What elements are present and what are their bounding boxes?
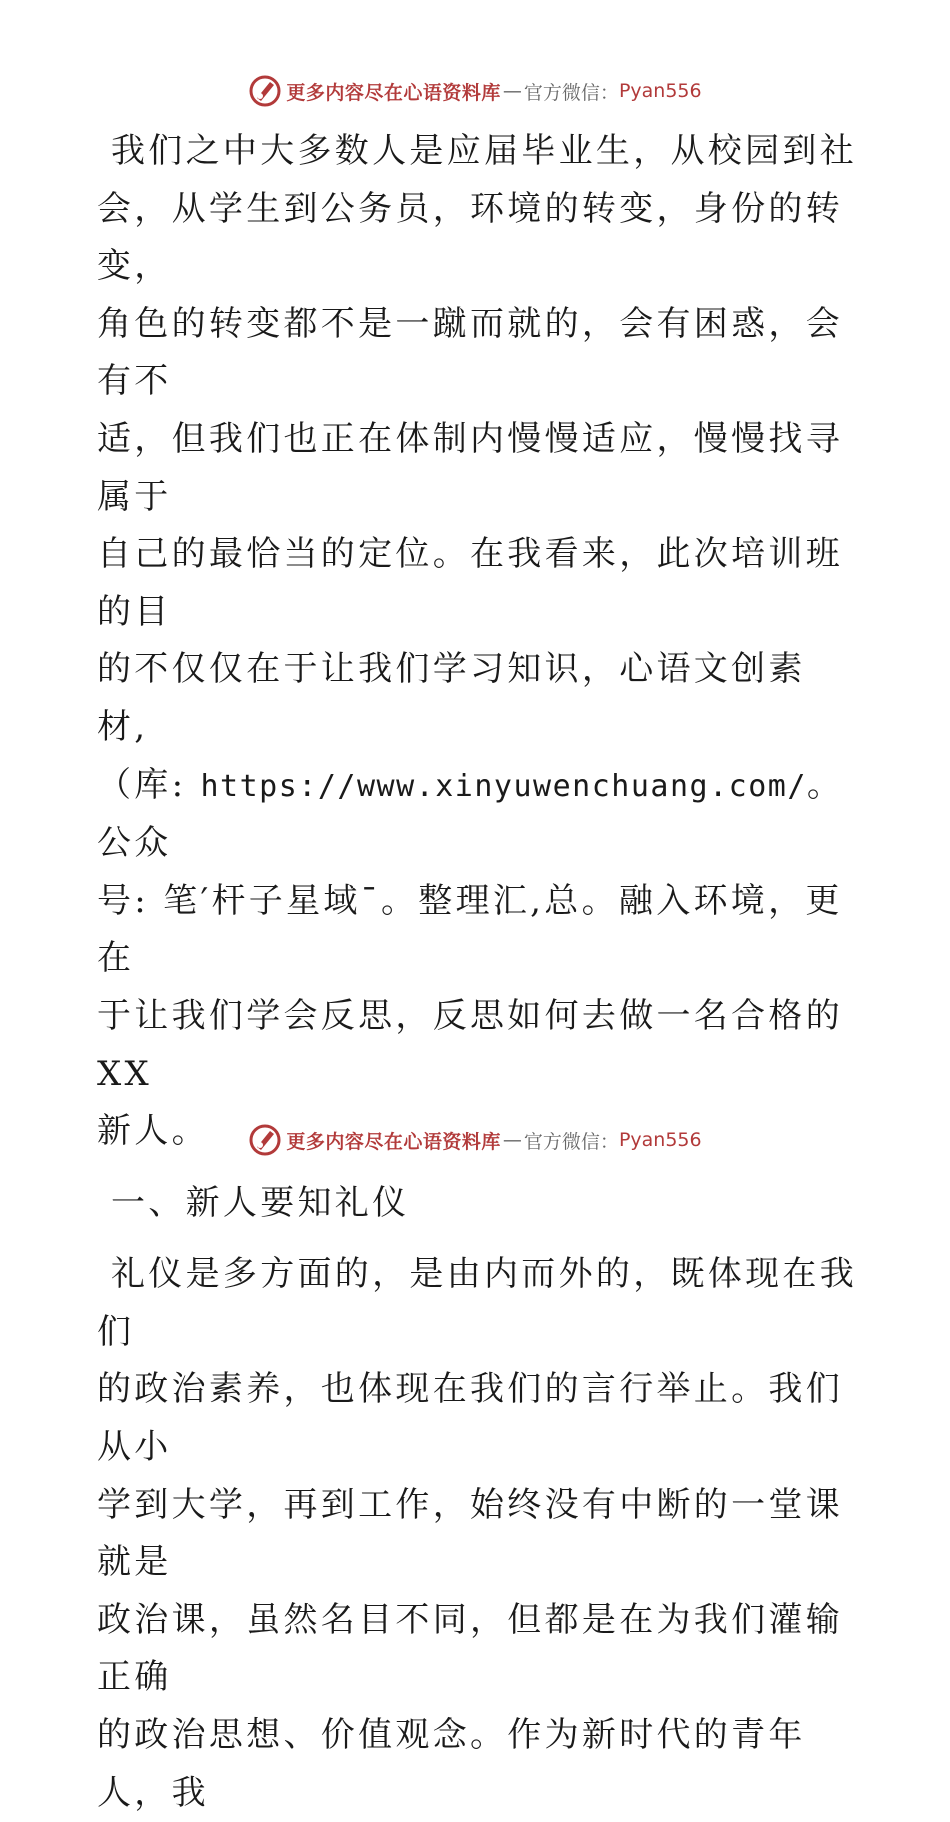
paragraph-2-line-4: 政治课，虽然名目不同，但都是在为我们灌输正确 xyxy=(97,1599,843,1698)
paragraph-1-line-9: 于让我们学会反思，反思如何去做一名合格的XX xyxy=(97,995,843,1094)
header-brand-text: 更多内容尽在心语资料库 xyxy=(286,81,501,104)
footer-handle: Pyan556 xyxy=(618,1129,702,1151)
paragraph-1-line-2: 会，从学生到公务员，环境的转变，身份的转变， xyxy=(97,188,843,287)
brand-logo-icon xyxy=(248,74,282,108)
section-heading-1 xyxy=(97,1175,857,1233)
paragraph-1-line-1 xyxy=(97,123,857,181)
paragraph-1-line-3: 角色的转变都不是一蹴而就的，会有困惑，会有不 xyxy=(97,303,843,402)
header-watermark-banner xyxy=(0,71,950,111)
line-7-suffix: 。公众 xyxy=(97,764,845,864)
paragraph-1-line-10: 新人。 xyxy=(97,1111,209,1152)
paragraph-2-line-1-text: 礼仪是多方面的，是由内而外的，既体现在我们 xyxy=(97,1254,857,1352)
line-7-prefix: （库: xyxy=(97,764,201,805)
paragraph-1-line-6: 的不仅仅在于让我们学习知识，心语文创素材, xyxy=(97,649,806,747)
paragraph-2-line-1 xyxy=(97,1246,857,1361)
document-body xyxy=(97,123,857,1822)
section-heading-1-text: 一、新人要知礼仪 xyxy=(111,1182,410,1223)
header-separator: — xyxy=(502,80,522,102)
footer-brand-text: 更多内容尽在心语资料库 xyxy=(286,1130,501,1153)
paragraph-1-line-7 xyxy=(97,757,857,873)
footer-watermark-banner xyxy=(0,1120,950,1160)
paragraph-2-line-5: 的政治思想、价值观念。作为新时代的青年人，我 xyxy=(97,1715,806,1813)
paragraph-1-line-5: 自己的最恰当的定位。在我看来，此次培训班的目 xyxy=(97,534,843,632)
paragraph-1-line-4: 适，但我们也正在体制内慢慢适应，慢慢找寻属于 xyxy=(97,418,843,517)
paragraph-2-line-3: 学到大学，再到工作，始终没有中断的一堂课就是 xyxy=(97,1484,843,1583)
source-url-text: https://www.xinyuwenchuang.com/ xyxy=(200,768,807,804)
footer-official-label: 官方微信： xyxy=(523,1130,619,1153)
header-official-label: 官方微信： xyxy=(523,81,619,104)
paragraph-1-line-8: 号: 笔′杆子星域¯。整理汇,总。融入环境，更在 xyxy=(97,880,843,979)
footer-separator: — xyxy=(502,1129,522,1151)
header-handle: Pyan556 xyxy=(618,80,702,102)
paragraph-2-line-2: 的政治素养，也体现在我们的言行举止。我们从小 xyxy=(97,1369,843,1468)
brand-logo-icon xyxy=(248,1123,282,1157)
paragraph-1-line-1-text: 我们之中大多数人是应届毕业生，从校园到社 xyxy=(111,131,857,171)
